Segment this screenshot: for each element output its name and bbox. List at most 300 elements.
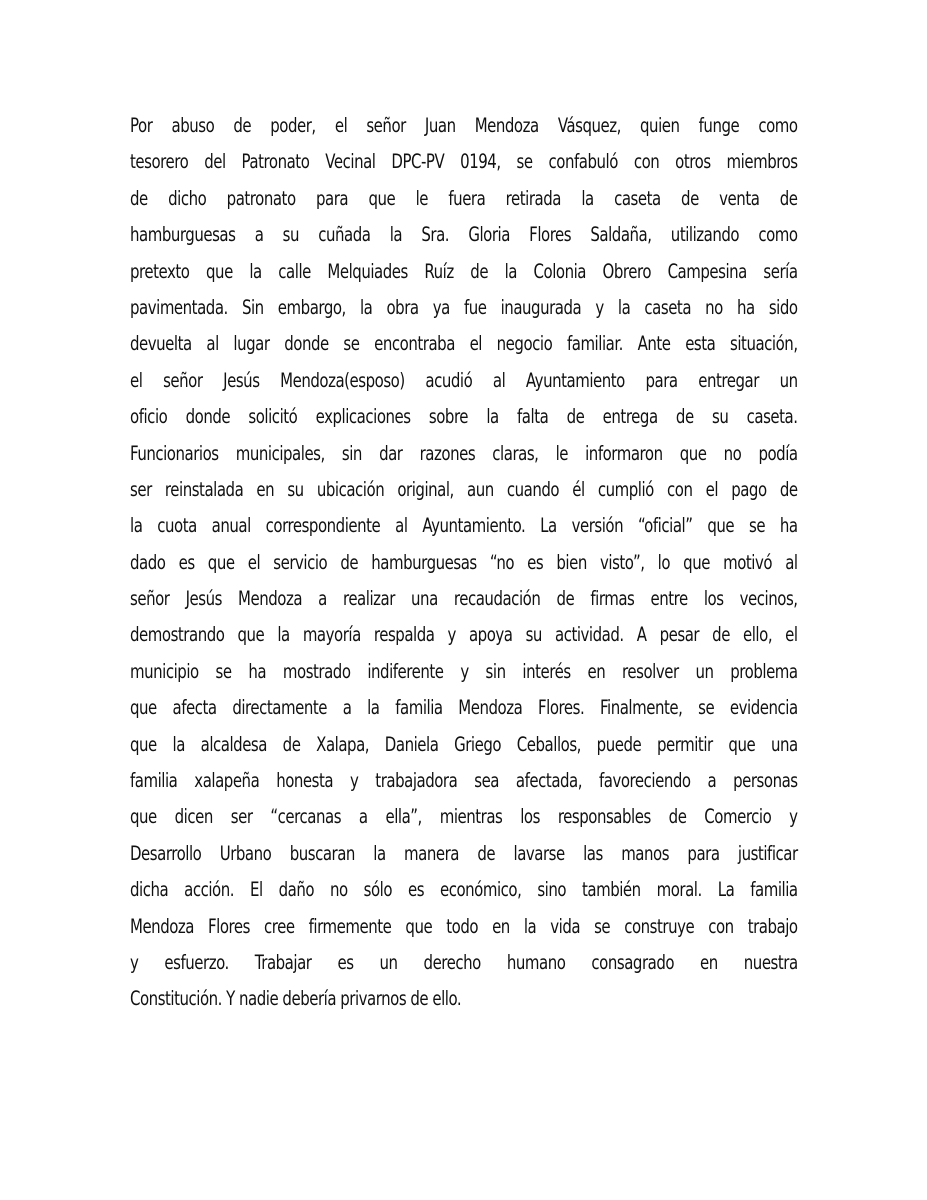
word: xalapeña [194,769,260,793]
word: que [130,696,157,720]
word: Comercio [704,805,772,829]
word: interés [522,659,571,683]
word: lugar [233,332,270,356]
word: dado [130,550,166,574]
word: A [636,623,647,647]
word: Ayuntamiento [525,368,625,392]
word: hamburguesas [130,223,236,247]
word: Xalapa, [316,732,370,756]
word: Vásquez, [557,114,621,137]
word: justificar [737,841,798,865]
word: Flores. [538,696,585,720]
paragraph-line-last [130,981,798,1017]
word: venta [719,186,760,210]
word: encontraba [374,332,455,356]
word: del [204,150,226,174]
word: al [785,550,798,574]
word: ha [736,295,755,319]
word: pretexto [130,259,190,283]
paragraph-line [130,363,798,399]
word: Mendoza [458,696,523,720]
paragraph-line [130,508,798,544]
word: de [130,186,148,210]
word: y [447,623,456,647]
word: falta [517,405,549,429]
word: pago [731,477,767,501]
word: no [705,295,723,319]
word: honesta [276,769,334,793]
word: La [540,514,557,538]
word: Flores [208,914,250,938]
word: le [415,186,429,210]
word: Ante [637,332,671,356]
word: sin [341,441,362,465]
word: ha [248,659,267,683]
word: trabajadora [375,769,458,793]
word: pesar [659,623,700,647]
word: 0194, [460,150,501,174]
word: respalda [373,623,435,647]
word: problema [730,659,798,683]
word: para [687,841,720,865]
word: el [785,623,798,647]
word: acción. [184,878,235,902]
word: afectada, [515,769,583,793]
word: cree [264,914,295,938]
word: Ceballos, [516,732,581,756]
word: que [728,732,756,756]
paragraph-line [130,254,798,290]
word: firmemente [308,914,392,938]
word: ser [130,477,152,501]
word: fue [463,295,487,319]
word: directamente [232,696,328,720]
word: señor [163,368,203,392]
word: también [581,878,641,902]
word: apoya [468,623,513,647]
word: resolver [622,659,679,683]
word: es [178,550,195,574]
word: tesorero [130,150,189,174]
word: Daniela [384,732,439,756]
word: como [758,223,798,247]
word: su [711,405,729,429]
word: que [206,259,233,283]
word: lavarse [513,841,565,865]
word: Obrero [602,259,652,283]
word: razones [419,441,476,465]
word: en [587,659,606,683]
word: daño [278,878,315,902]
word: y [130,950,139,974]
word: la [249,259,262,283]
word: inaugurada [500,295,582,319]
word: familia [750,878,798,902]
word: ubicación [316,477,385,501]
word: retirada [505,186,561,210]
word: indiferente [367,659,444,683]
word: Funcionarios [130,441,219,465]
word: sobre [428,405,469,429]
word: sólo [363,878,393,902]
paragraph-line [130,727,798,763]
word: no [329,878,348,902]
word: Campesina [667,259,747,283]
word: a [254,223,264,247]
word: los [520,805,540,829]
word: caseta. [746,405,798,429]
word: la [367,696,380,720]
word: consagrado [591,950,675,974]
word: claras, [492,441,539,465]
word: ella”, [385,805,422,829]
word: ya [432,295,450,319]
word: el [705,477,719,501]
word: se [698,696,715,720]
word: puede [596,732,642,756]
word: realizar [342,587,395,611]
word: entre [650,587,688,611]
word: que [130,805,157,829]
paragraph-line [130,108,798,144]
word: la [504,259,518,283]
word: patronato [226,186,296,210]
word: a [358,805,368,829]
word: Colonia [533,259,587,283]
word: podía [758,441,798,465]
word: cuñada [318,223,371,247]
word: de [477,841,496,865]
word: original, [397,477,454,501]
word: se [594,914,611,938]
word: obra [386,295,419,319]
word: utilizando [670,223,740,247]
word: de [712,623,730,647]
word: vida [550,914,581,938]
word: de [668,805,687,829]
word: esfuerzo. [164,950,229,974]
word: funge [698,114,740,137]
word: sería [763,259,798,283]
word: privarnos [340,987,407,1011]
word: es [407,878,425,902]
word: un [379,950,398,974]
word: en [492,914,510,938]
word: y [789,805,798,829]
word: él [572,477,585,501]
word: Desarrollo [130,841,202,865]
word: con [633,150,660,174]
word: vecinos, [739,587,798,611]
word: al [206,332,219,356]
word: favoreciendo [598,769,691,793]
word: con [666,477,693,501]
word: Sra. [421,223,450,247]
word: dicen [174,805,213,829]
word: de [675,405,694,429]
word: negocio [496,332,553,356]
word: con [708,914,734,938]
word: devuelta [130,332,192,356]
word: que [707,514,735,538]
word: visto”, [599,550,645,574]
word: que [237,623,265,647]
word: mayoría [302,623,361,647]
word: nadie [239,987,279,1011]
word: quien [640,114,680,137]
word: una [411,587,438,611]
word: el [130,368,143,392]
word: en [256,477,275,501]
word: donde [185,405,231,429]
paragraph-line [130,872,798,908]
word: personas [733,769,798,793]
paragraph-line [130,436,798,472]
word: dicha [130,878,169,902]
paragraph-line [130,545,798,581]
word: sea [474,769,500,793]
word: y [595,295,604,319]
word: cuota [157,514,197,538]
word: un [779,368,798,392]
word: familiar. [566,332,623,356]
word: Constitución. [130,987,222,1011]
word: al [395,514,408,538]
word: la [373,841,386,865]
word: solicitó [248,405,298,429]
word: aun [466,477,494,501]
word: permitir [656,732,713,756]
word: “no [489,550,515,574]
word: abuso [171,114,215,137]
word: Juan [424,114,456,137]
word: Y [226,987,235,1011]
word: su [525,623,542,647]
word: la [486,405,499,429]
word: recaudación [453,587,541,611]
word: DPC-PV [391,150,445,174]
word: acudió [425,368,473,392]
paragraph-line [130,799,798,835]
word: es [337,950,354,974]
word: a [342,696,352,720]
word: ser [230,805,253,829]
word: afecta [172,696,217,720]
word: motivó [723,550,773,574]
word: caseta [644,295,692,319]
word: su [287,477,304,501]
word: el [247,550,261,574]
word: su [282,223,300,247]
paragraph-line [130,909,798,945]
word: Saldaña, [590,223,652,247]
word: ello. [432,987,462,1011]
word: que [130,732,157,756]
word: Sin [241,295,264,319]
word: entregar [698,368,759,392]
word: firmas [590,587,635,611]
word: lo [657,550,671,574]
body-paragraph [130,108,798,1018]
word: una [770,732,798,756]
word: de [410,987,429,1011]
word: y [460,659,469,683]
word: se [215,659,232,683]
word: la [130,514,143,538]
word: demostrando [130,623,225,647]
word: de [779,186,798,210]
paragraph-line [130,945,798,981]
word: la [389,223,403,247]
word: de [470,259,489,283]
word: el [469,332,482,356]
word: alcaldesa [200,732,267,756]
word: servicio [273,550,328,574]
word: Jesús [223,368,260,392]
word: cumplió [597,477,654,501]
paragraph-line [130,217,798,253]
word: que [368,186,396,210]
word: familia [395,696,443,720]
word: la [359,295,373,319]
word: que [405,914,433,938]
word: calle [278,259,311,283]
word: dar [379,441,403,465]
word: de [233,114,252,137]
paragraph-line [130,399,798,435]
word: debería [282,987,337,1011]
word: La [717,878,735,902]
word: de [282,732,301,756]
word: sido [768,295,798,319]
word: Vecinal [325,150,376,174]
word: familia [130,769,178,793]
word: Mendoza(esposo) [280,368,405,392]
word: situación, [730,332,798,356]
word: mostrado [282,659,351,683]
word: municipio [130,659,199,683]
word: el [334,114,348,137]
word: se [516,150,533,174]
word: Por [130,114,153,137]
word: un [695,659,714,683]
word: a [707,769,717,793]
word: trabajo [747,914,798,938]
word: caseta [614,186,661,210]
word: “oficial” [637,514,693,538]
word: para [315,186,349,210]
word: Ayuntamiento. [422,514,526,538]
word: entrega [602,405,658,429]
word: todo [446,914,479,938]
word: de [556,587,575,611]
word: de [681,186,699,210]
word: confabuló [548,150,618,174]
word: las [583,841,603,865]
word: Ruíz [424,259,454,283]
word: Griego [454,732,502,756]
word: mientras [439,805,503,829]
word: Mendoza [130,914,195,938]
word: Gloria [468,223,510,247]
word: nuestra [743,950,798,974]
word: Mendoza [238,587,303,611]
word: señor [366,114,406,137]
word: actividad. [554,623,624,647]
word: como [758,114,798,137]
word: la [581,186,594,210]
paragraph-line [130,326,798,362]
word: miembros [726,150,798,174]
word: informaron [585,441,663,465]
word: bien [556,550,587,574]
word: en [700,950,718,974]
paragraph-line [130,617,798,653]
word: señor [130,587,170,611]
word: Melquiades [327,259,408,283]
word: manos [621,841,670,865]
word: sin [485,659,506,683]
word: sino [537,878,567,902]
word: responsables [557,805,651,829]
word: evidencia [729,696,798,720]
word: “cercanas [270,805,342,829]
word: esta [685,332,716,356]
word: otros [675,150,711,174]
word: y [349,769,359,793]
word: cuando [506,477,560,501]
word: Finalmente, [599,696,683,720]
word: se [748,514,766,538]
word: manera [404,841,460,865]
word: que [207,550,235,574]
word: la [523,914,537,938]
word: que [679,441,707,465]
word: ello, [743,623,773,647]
word: Flores [529,223,572,247]
paragraph-line [130,144,798,180]
word: no [723,441,742,465]
word: embargo, [277,295,346,319]
word: anual [211,514,251,538]
paragraph-line [130,472,798,508]
word: versión [571,514,624,538]
word: Trabajar [254,950,312,974]
word: económico, [439,878,522,902]
word: los [703,587,724,611]
word: dicho [168,186,207,210]
word: correspondiente [265,514,381,538]
word: Urbano [219,841,272,865]
word: construye [624,914,695,938]
word: Mendoza [474,114,539,137]
word: buscaran [289,841,355,865]
paragraph-line [130,690,798,726]
word: humano [506,950,566,974]
word: hamburguesas [371,550,477,574]
word: ha [779,514,798,538]
word: de [779,477,798,501]
paragraph-line [130,290,798,326]
paragraph-line [130,654,798,690]
paragraph-line [130,581,798,617]
word: la [172,732,185,756]
word: explicaciones [315,405,411,429]
word: le [555,441,568,465]
paragraph-line [130,181,798,217]
word: es [527,550,544,574]
word: la [277,623,290,647]
